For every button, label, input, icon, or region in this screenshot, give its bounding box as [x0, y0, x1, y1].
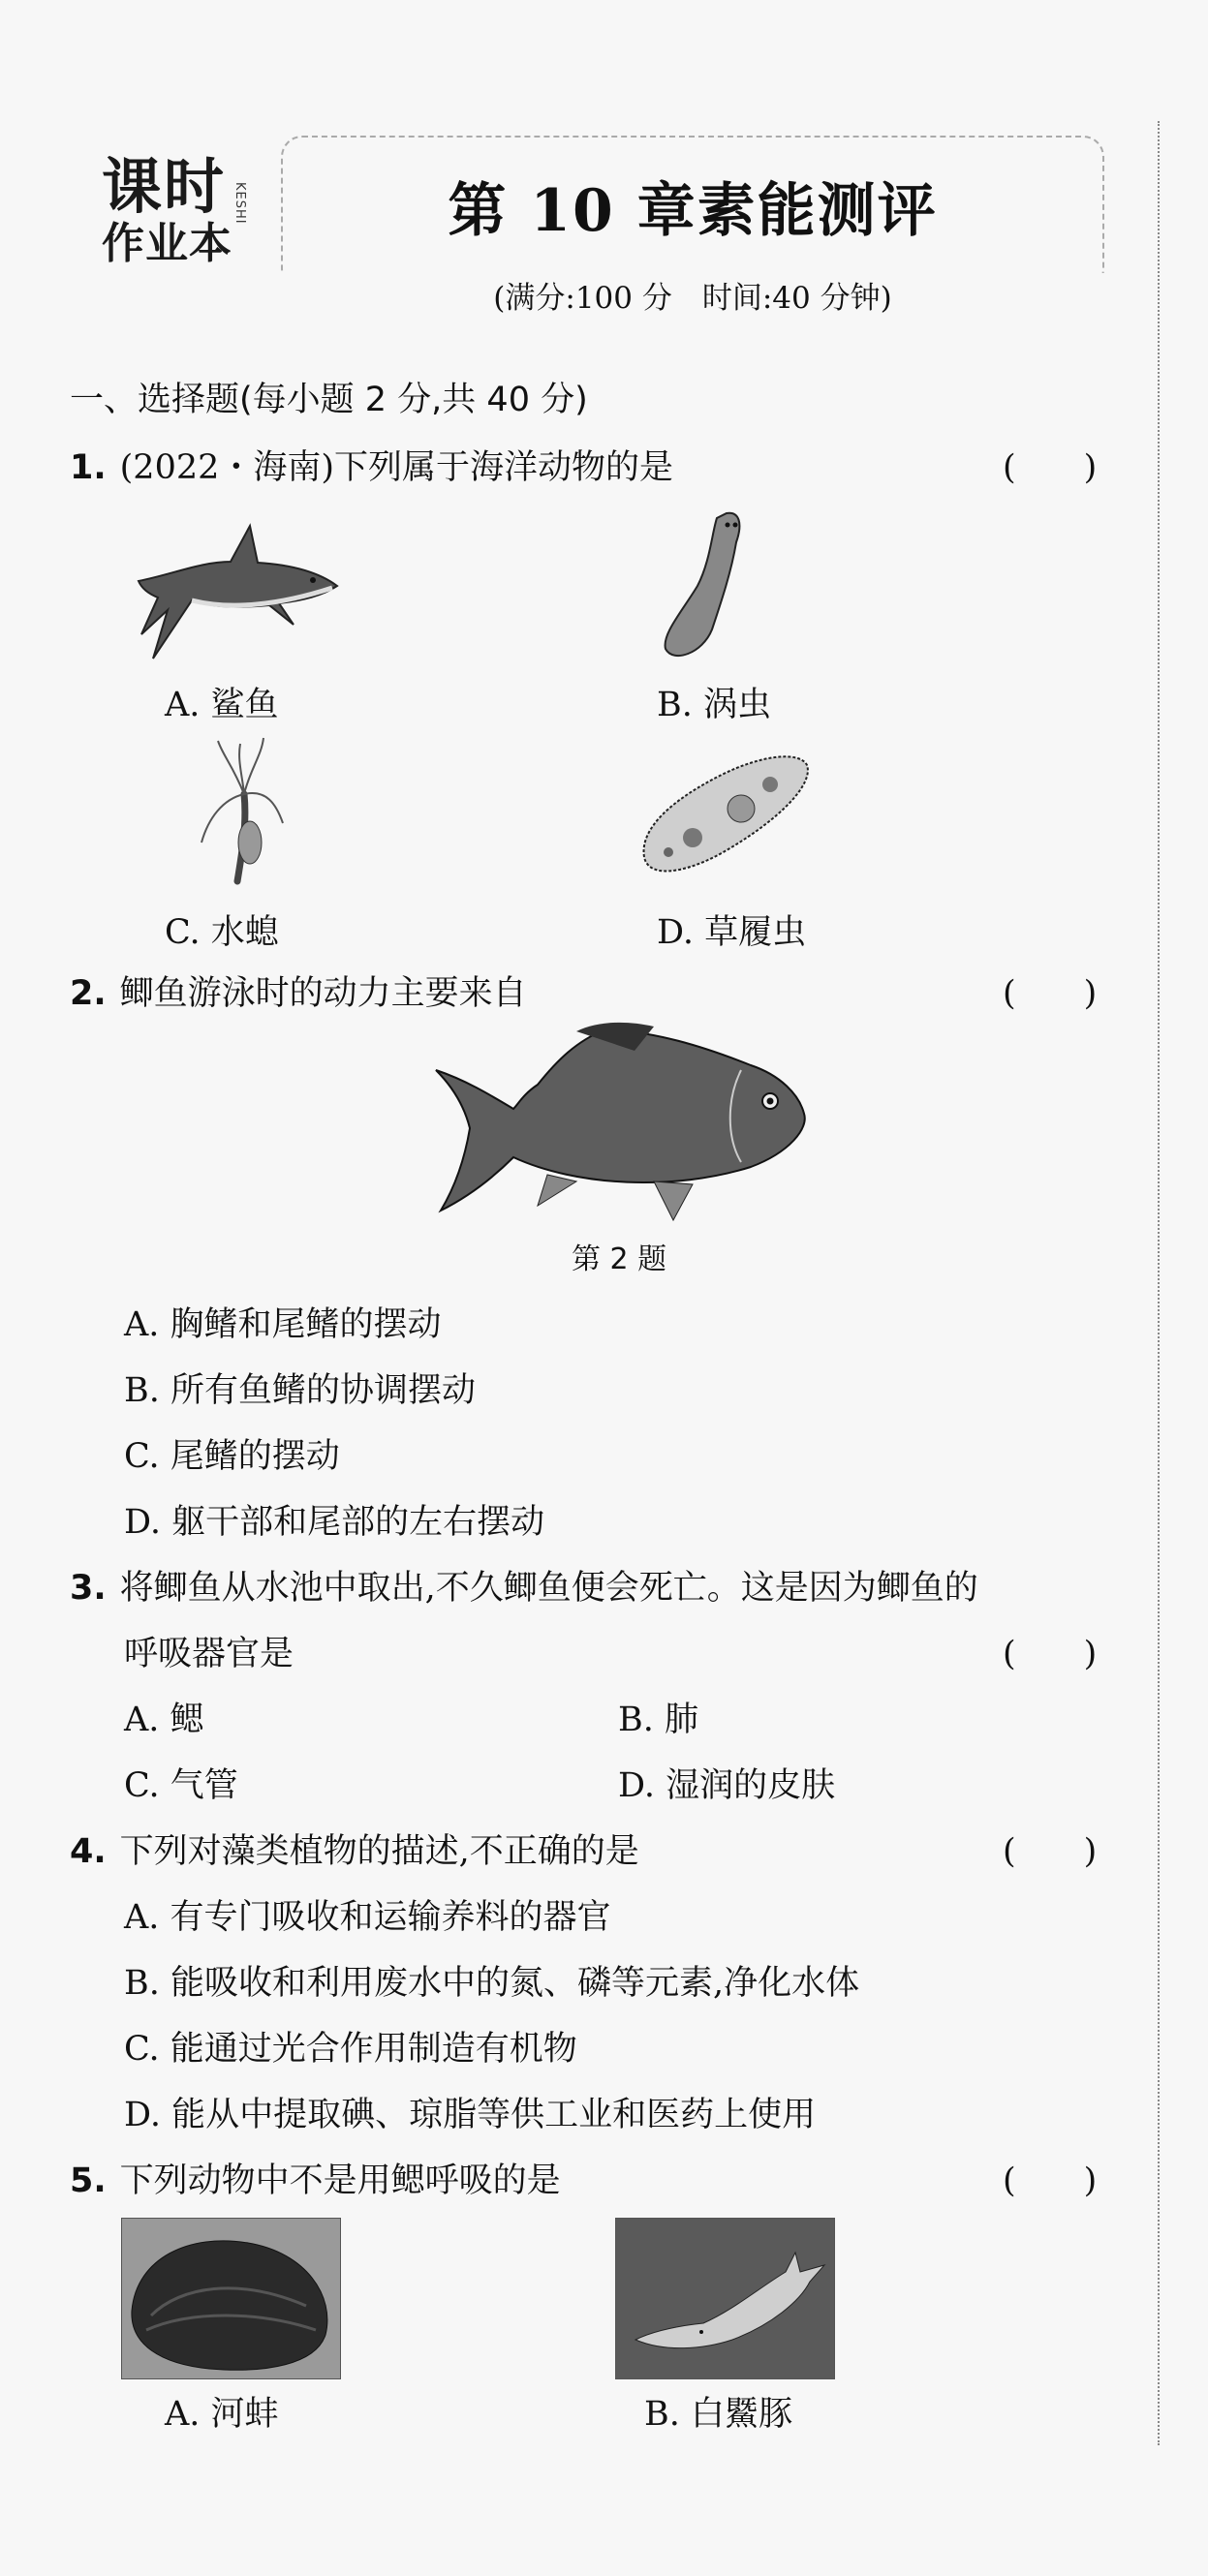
- question-2: [70, 966, 527, 1015]
- q2-option-c: C. 尾鳍的摆动: [124, 1437, 340, 1476]
- baiji-photo: [615, 2218, 835, 2379]
- question-number: 1.: [70, 448, 107, 487]
- answer-paren: ( ): [1003, 448, 1098, 487]
- dolphin-icon: [616, 2219, 834, 2378]
- margin-dotted-line: [1158, 121, 1160, 2445]
- figure-caption: 第 2 题: [572, 1242, 667, 1276]
- section-heading: 一、选择题(每小题 2 分,共 40 分): [70, 381, 588, 419]
- q3-option-d: D. 湿润的皮肤: [618, 1766, 836, 1805]
- question-text: 下列对藻类植物的描述,不正确的是: [119, 1832, 639, 1871]
- question-3-line2: 呼吸器官是: [124, 1635, 294, 1673]
- question-number: 2.: [70, 974, 107, 1013]
- q2-option-b: B. 所有鱼鳍的协调摆动: [124, 1371, 476, 1410]
- q4-option-b: B. 能吸收和利用废水中的氮、磷等元素,净化水体: [124, 1964, 860, 2003]
- hydra-image: [194, 736, 291, 891]
- q5-option-a: A. 河蚌: [165, 2395, 279, 2434]
- q4-option-c: C. 能通过光合作用制造有机物: [124, 2030, 577, 2069]
- logo-line1: 课时: [102, 151, 227, 222]
- shark-image: [134, 518, 342, 663]
- question-4: [70, 1825, 639, 1873]
- question-text: 鲫鱼游泳时的动力主要来自: [119, 974, 527, 1013]
- paramecium-image: [635, 741, 814, 881]
- q1-option-c: C. 水螅: [165, 913, 279, 952]
- mussel-photo: [121, 2218, 341, 2379]
- q4-option-a: A. 有专门吸收和运输养料的器官: [124, 1898, 611, 1937]
- logo-line2: 作业本: [102, 219, 232, 268]
- q1-option-a: A. 鲨鱼: [165, 686, 279, 724]
- q5-option-b: B. 白鱀豚: [644, 2395, 792, 2434]
- answer-paren: ( ): [1003, 1832, 1098, 1871]
- question-text: 将鲫鱼从水池中取出,不久鲫鱼便会死亡。这是因为鲫鱼的: [119, 1569, 978, 1608]
- question-1: [70, 441, 673, 489]
- q1-option-d: D. 草履虫: [657, 913, 807, 952]
- logo-pinyin: KESHI: [232, 182, 247, 225]
- q2-option-d: D. 躯干部和尾部的左右摆动: [124, 1503, 545, 1542]
- question-text: (2022・海南)下列属于海洋动物的是: [119, 448, 674, 487]
- q3-option-c: C. 气管: [124, 1766, 238, 1805]
- mussel-icon: [122, 2219, 340, 2378]
- q3-option-a: A. 鳃: [124, 1701, 204, 1739]
- page-subtitle: (满分:100 分 时间:40 分钟): [281, 273, 1104, 317]
- q4-option-d: D. 能从中提取碘、琼脂等供工业和医药上使用: [124, 2096, 817, 2134]
- question-text: 下列动物中不是用鳃呼吸的是: [119, 2162, 561, 2200]
- page-title: 第 10 章素能测评: [448, 177, 938, 245]
- planarian-image: [654, 504, 765, 663]
- q2-option-a: A. 胸鳍和尾鳍的摆动: [124, 1305, 442, 1344]
- question-number: 5.: [70, 2162, 107, 2200]
- answer-paren: ( ): [1003, 1635, 1098, 1673]
- question-number: 4.: [70, 1832, 107, 1871]
- question-5: [70, 2154, 561, 2202]
- question-number: 3.: [70, 1569, 107, 1608]
- q3-option-b: B. 肺: [618, 1701, 698, 1739]
- answer-paren: ( ): [1003, 2162, 1098, 2200]
- carp-image: [431, 1022, 809, 1230]
- answer-paren: ( ): [1003, 974, 1098, 1013]
- question-3: [70, 1561, 978, 1610]
- q1-option-b: B. 涡虫: [657, 686, 771, 724]
